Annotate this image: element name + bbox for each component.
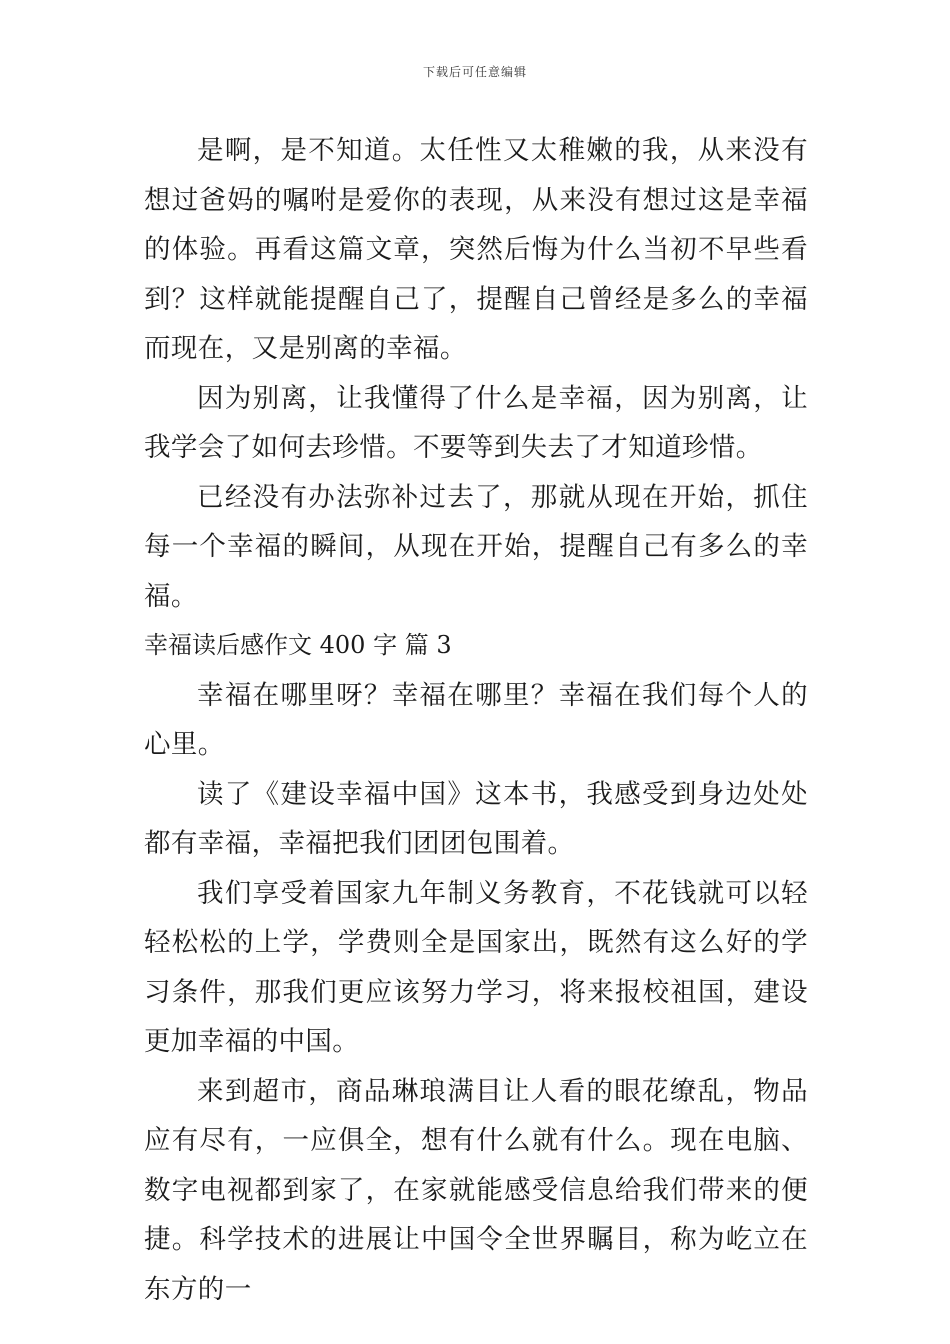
paragraph: 是啊，是不知道。太任性又太稚嫩的我，从来没有想过爸妈的嘱咐是爱你的表现，从来没有想过这是幸福的体验。再看这篇文章，突然后悔为什么当初不早些看到？这样就能提醒自己了，提醒自己曾经是多么的幸福而现在，又是别离的幸福。 xyxy=(144,135,808,364)
page-header: 下载后可任意编辑 xyxy=(422,65,527,79)
paragraph: 幸福在哪里呀？幸福在哪里？幸福在我们每个人的心里。 xyxy=(144,679,808,760)
paragraph: 读了《建设幸福中国》这本书，我感受到身边处处都有幸福，幸福把我们团团包围着。 xyxy=(144,778,808,859)
paragraph: 来到超市，商品琳琅满目让人看的眼花缭乱，物品应有尽有，一应俱全，想有什么就有什么。现在电脑、数字电视都到家了，在家就能感受信息给我们带来的便捷。科学技术的进展让中国令全世界瞩目，称为屹立在东方的一 xyxy=(144,1075,808,1305)
document-body xyxy=(144,126,808,1314)
paragraph: 因为别离，让我懂得了什么是幸福，因为别离，让我学会了如何去珍惜。不要等到失去了才知道珍惜。 xyxy=(144,382,808,463)
paragraph: 我们享受着国家九年制义务教育，不花钱就可以轻轻松松的上学，学费则全是国家出，既然有这么好的学习条件，那我们更应该努力学习，将来报校祖国，建设更加幸福的中国。 xyxy=(144,877,808,1057)
paragraph: 已经没有办法弥补过去了，那就从现在开始，抓住每一个幸福的瞬间，从现在开始，提醒自己有多么的幸福。 xyxy=(144,481,808,612)
section-heading: 幸福读后感作文 400 字 篇 3 xyxy=(144,631,452,659)
